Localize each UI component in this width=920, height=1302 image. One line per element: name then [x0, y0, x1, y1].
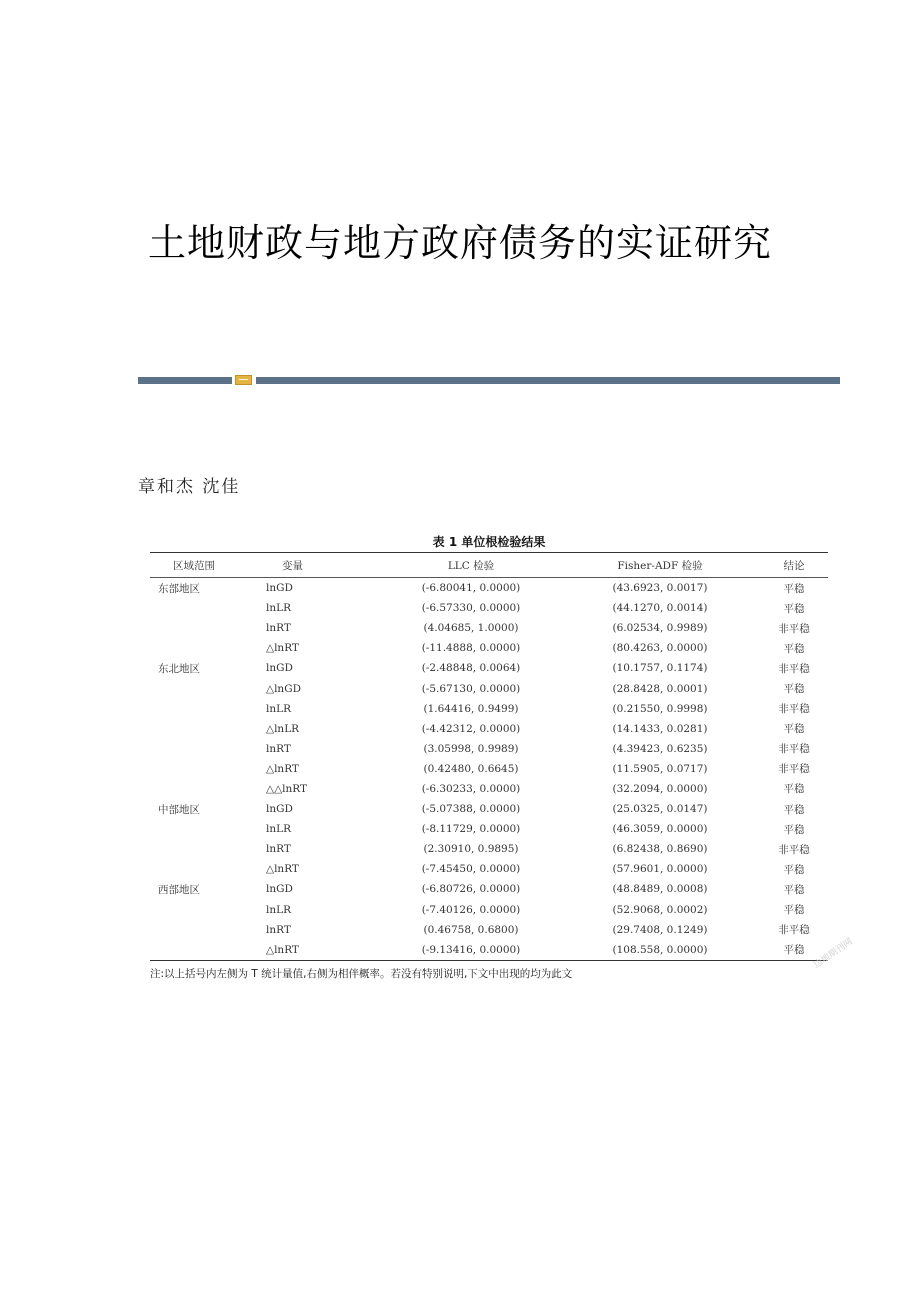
table-row — [150, 739, 828, 759]
cell-variable: lnGD — [266, 803, 293, 816]
table-row — [150, 900, 828, 920]
cell-variable: △△lnRT — [266, 782, 307, 795]
cell-llc: (-4.42312, 0.0000) — [421, 722, 521, 735]
cell-fisher-adf: (52.9068, 0.0002) — [612, 903, 708, 916]
header-conclusion: 结论 — [760, 553, 828, 578]
cell-conclusion: 非平稳 — [778, 924, 810, 937]
header-region: 区域范围 — [150, 553, 238, 578]
cell-conclusion: 平稳 — [783, 783, 805, 796]
cell-llc: (3.05998, 0.9989) — [423, 742, 519, 755]
cell-fisher-adf: (11.5905, 0.0717) — [612, 762, 708, 775]
cell-conclusion: 平稳 — [783, 723, 805, 736]
cell-conclusion: 非平稳 — [778, 763, 810, 776]
cell-fisher-adf: (32.2094, 0.0000) — [612, 782, 708, 795]
table-row — [150, 779, 828, 799]
cell-variable: lnRT — [266, 923, 291, 936]
cell-region — [150, 819, 238, 839]
cell-region — [150, 759, 238, 779]
cell-variable: lnLR — [266, 602, 291, 615]
cell-variable: lnGD — [266, 883, 293, 896]
unit-root-test-table — [150, 552, 828, 961]
cell-variable: △lnRT — [238, 940, 382, 961]
cell-region — [150, 598, 238, 618]
cell-region — [150, 739, 238, 759]
cell-conclusion: 平稳 — [783, 863, 805, 876]
cell-variable: △lnLR — [266, 722, 300, 735]
cell-llc: (-7.40126, 0.0000) — [421, 903, 521, 916]
cell-region — [150, 678, 238, 698]
cell-conclusion: 平稳 — [783, 904, 805, 917]
cell-llc: (-6.57330, 0.0000) — [421, 602, 521, 615]
cell-llc: (-7.45450, 0.0000) — [421, 863, 521, 876]
cell-region — [150, 618, 238, 638]
header-variable: 变量 — [238, 553, 382, 578]
cell-conclusion: 非平稳 — [778, 843, 810, 856]
cell-conclusion: 平稳 — [783, 683, 805, 696]
cell-variable: lnRT — [266, 742, 291, 755]
cell-conclusion: 平稳 — [783, 883, 805, 896]
cell-region — [150, 638, 238, 658]
cell-region: 西部地区 — [158, 883, 200, 896]
table-row — [150, 940, 828, 961]
table-row — [150, 859, 828, 879]
table-row — [150, 920, 828, 940]
cell-variable: △lnRT — [266, 863, 299, 876]
cell-variable: lnGD — [266, 582, 293, 595]
cell-region — [150, 779, 238, 799]
cell-variable: △lnGD — [266, 682, 302, 695]
cell-fisher-adf: (108.558, 0.0000) — [560, 940, 760, 961]
cell-fisher-adf: (4.39423, 0.6235) — [612, 742, 708, 755]
table-row — [150, 799, 828, 819]
table-row — [150, 719, 828, 739]
cell-llc: (-2.48848, 0.0064) — [421, 662, 521, 675]
table-row — [150, 839, 828, 859]
cell-region — [150, 699, 238, 719]
cell-llc: (0.46758, 0.6800) — [423, 923, 519, 936]
cell-region — [150, 839, 238, 859]
table-note: 注:以上括号内左侧为 T 统计量值,右侧为相伴概率。若没有特别说明,下文中出现的均为此文 — [150, 968, 573, 980]
cell-variable: △lnRT — [266, 642, 299, 655]
table-row — [150, 618, 828, 638]
cell-llc: (-11.4888, 0.0000) — [421, 642, 521, 655]
cell-fisher-adf: (10.1757, 0.1174) — [612, 662, 708, 675]
table-row — [150, 819, 828, 839]
cell-conclusion: 非平稳 — [778, 703, 810, 716]
authors: 章和杰 沈佳 — [138, 477, 241, 497]
cell-llc: (4.04685, 1.0000) — [423, 622, 519, 635]
cell-fisher-adf: (44.1270, 0.0014) — [612, 602, 708, 615]
cell-variable: lnLR — [266, 702, 291, 715]
cell-fisher-adf: (46.3059, 0.0000) — [612, 823, 708, 836]
cell-region: 东部地区 — [158, 582, 200, 595]
cell-conclusion: 平稳 — [783, 823, 805, 836]
table-caption: 表 1 单位根检验结果 — [432, 535, 546, 549]
cell-variable: lnGD — [266, 662, 293, 675]
cell-llc: (-6.80726, 0.0000) — [421, 883, 521, 896]
cell-region: 东北地区 — [158, 662, 200, 675]
watermark: 边地期刊网 — [812, 936, 855, 971]
cell-fisher-adf: (43.6923, 0.0017) — [612, 582, 708, 595]
header-fisher-adf: Fisher-ADF 检验 — [560, 553, 760, 578]
table-row — [150, 678, 828, 698]
cell-region: 中部地区 — [158, 803, 200, 816]
divider-bar-left — [138, 377, 232, 384]
cell-llc: (-8.11729, 0.0000) — [421, 823, 521, 836]
cell-conclusion: 平稳 — [783, 602, 805, 615]
cell-llc: (-6.30233, 0.0000) — [421, 782, 521, 795]
cell-region — [150, 719, 238, 739]
cell-fisher-adf: (80.4263, 0.0000) — [612, 642, 708, 655]
cell-fisher-adf: (29.7408, 0.1249) — [612, 923, 708, 936]
cell-conclusion: 平稳 — [783, 642, 805, 655]
cell-fisher-adf: (14.1433, 0.0281) — [612, 722, 708, 735]
divider-bar-right — [256, 377, 840, 384]
document-title: 土地财政与地方政府债务的实证研究 — [147, 221, 772, 265]
cell-conclusion: 平稳 — [783, 803, 805, 816]
table-row — [150, 879, 828, 899]
cell-fisher-adf: (6.82438, 0.8690) — [612, 843, 708, 856]
cell-region — [150, 900, 238, 920]
cell-variable: lnRT — [266, 622, 291, 635]
cell-variable: lnLR — [266, 823, 291, 836]
cell-conclusion: 非平稳 — [778, 743, 810, 756]
cell-conclusion: 平稳 — [783, 582, 805, 595]
cell-llc: (-5.07388, 0.0000) — [421, 803, 521, 816]
cell-llc: (2.30910, 0.9895) — [423, 843, 519, 856]
cell-conclusion: 非平稳 — [778, 662, 810, 675]
cell-variable: lnLR — [266, 903, 291, 916]
cell-fisher-adf: (57.9601, 0.0000) — [612, 863, 708, 876]
header-llc: LLC 检验 — [382, 553, 560, 578]
table-row — [150, 578, 828, 599]
cell-variable: lnRT — [266, 843, 291, 856]
cell-fisher-adf: (6.02534, 0.9989) — [612, 622, 708, 635]
table-row — [150, 699, 828, 719]
divider-emblem-icon — [235, 375, 252, 385]
cell-llc: (-6.80041, 0.0000) — [421, 582, 521, 595]
table-row — [150, 759, 828, 779]
cell-fisher-adf: (28.8428, 0.0001) — [612, 682, 708, 695]
table-header-row — [150, 553, 828, 578]
cell-llc: (1.64416, 0.9499) — [423, 702, 519, 715]
table-row — [150, 658, 828, 678]
cell-conclusion: 非平稳 — [778, 622, 810, 635]
table-row — [150, 638, 828, 658]
cell-region — [150, 859, 238, 879]
cell-llc: (-5.67130, 0.0000) — [421, 682, 521, 695]
cell-llc: (0.42480, 0.6645) — [423, 762, 519, 775]
cell-region — [150, 920, 238, 940]
cell-conclusion: 平稳 — [760, 940, 828, 961]
cell-fisher-adf: (48.8489, 0.0008) — [612, 883, 708, 896]
table-row — [150, 598, 828, 618]
section-divider — [138, 375, 840, 384]
cell-llc: (-9.13416, 0.0000) — [382, 940, 560, 961]
cell-variable: △lnRT — [266, 762, 299, 775]
cell-fisher-adf: (0.21550, 0.9998) — [612, 702, 708, 715]
cell-region — [150, 940, 238, 961]
cell-fisher-adf: (25.0325, 0.0147) — [612, 803, 708, 816]
